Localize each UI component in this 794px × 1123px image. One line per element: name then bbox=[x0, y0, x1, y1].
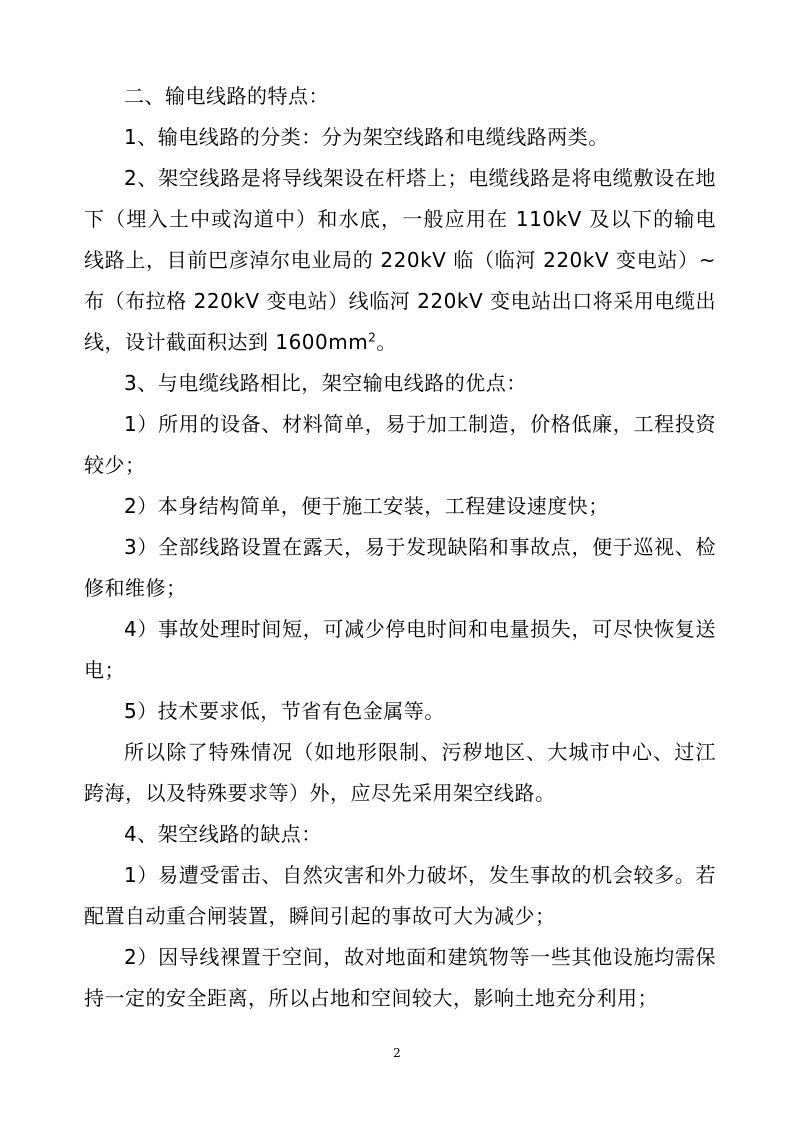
disadvantage-item-1: 1）易遭受雷击、自然灾害和外力破坏，发生事故的机会较多。若配置自动重合闸装置，瞬间引起的事故可大为减少； bbox=[84, 863, 716, 928]
conclusion-paragraph: 所以除了特殊情况（如地形限制、污秽地区、大城市中心、过江跨海，以及特殊要求等）外，应尽先采用架空线路。 bbox=[84, 740, 716, 805]
section-heading: 二、输电线路的特点： bbox=[124, 84, 329, 108]
superscript: 2 bbox=[368, 330, 377, 345]
sentence-end: 。 bbox=[376, 330, 397, 354]
disadvantage-item-2: 2）因导线裸置于空间，故对地面和建筑物等一些其他设施均需保持一定的安全距离，所以占地和空间较大，影响土地充分利用； bbox=[84, 945, 716, 1010]
advantage-item-4: 4）事故处理时间短，可减少停电时间和电量损失，可尽快恢复送电； bbox=[84, 617, 716, 682]
advantage-item-1: 1）所用的设备、材料简单，易于加工制造，价格低廉，工程投资较少； bbox=[84, 412, 716, 477]
body-text bbox=[84, 76, 716, 1019]
disadvantages-heading: 4、架空线路的缺点： bbox=[124, 822, 322, 846]
advantages-heading: 3、与电缆线路相比，架空输电线路的优点： bbox=[124, 371, 527, 395]
advantage-item-2: 2）本身结构简单，便于施工安装，工程建设速度快； bbox=[124, 494, 609, 518]
advantage-item-5: 5）技术要求低，节省有色金属等。 bbox=[124, 699, 445, 723]
advantage-item-3: 3）全部线路设置在露天，易于发现缺陷和事故点，便于巡视、检修和维修； bbox=[84, 535, 716, 600]
definition-text: 2、架空线路是将导线架设在杆塔上；电缆线路是将电缆敷设在地下（埋入土中或沟道中）和水底，一般应用在 110kV 及以下的输电线路上，目前巴彦淖尔电业局的 220kV 临（临河 220kV 变电站）~布（布拉格 220kV 变电站）线临河 220kV 变电站出口将采用电缆出线，设计截面积达到 1600mm bbox=[84, 166, 716, 354]
paragraph-classification: 1、输电线路的分类：分为架空线路和电缆线路两类。 bbox=[124, 125, 609, 149]
paragraph-definition bbox=[84, 158, 716, 363]
page-number: 2 bbox=[393, 1046, 401, 1060]
